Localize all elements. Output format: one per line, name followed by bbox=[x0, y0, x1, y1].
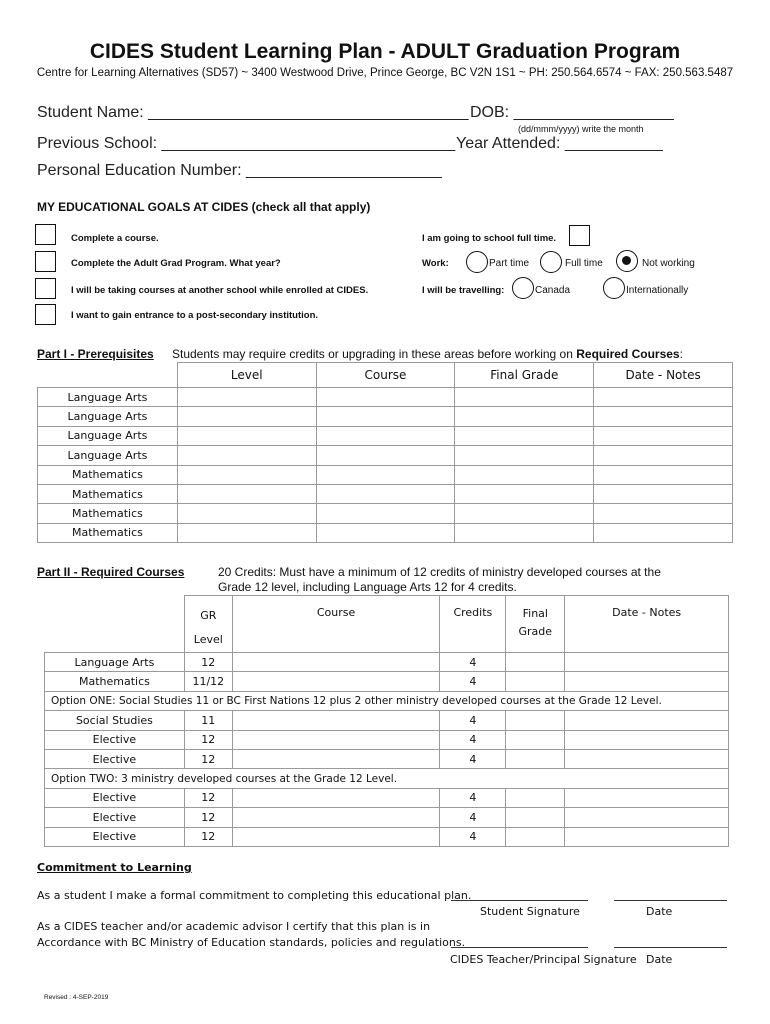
table-row: Elective 12 4 bbox=[45, 808, 729, 827]
table-row bbox=[38, 484, 733, 503]
travel-option-label: Canada bbox=[535, 285, 571, 296]
table-header-row bbox=[38, 363, 733, 388]
work-option-label: Not working bbox=[642, 258, 695, 269]
table-row: Elective 12 4 bbox=[45, 827, 729, 846]
table-row: Mathematics 11/12 4 bbox=[45, 672, 729, 691]
required-courses-table bbox=[44, 595, 729, 847]
subject-cell: Language Arts bbox=[38, 388, 178, 407]
column-header-level: Level bbox=[193, 633, 223, 646]
subject-cell: Language Arts bbox=[38, 426, 178, 445]
dob-field[interactable]: DOB: __________________ bbox=[470, 104, 674, 121]
subject-cell: Mathematics bbox=[38, 484, 178, 503]
option-two-row bbox=[45, 769, 729, 788]
work-radio-not-working[interactable] bbox=[616, 250, 638, 272]
teacher-certify-line1: As a CIDES teacher and/or academic advisor I certify that this plan is in bbox=[37, 920, 431, 933]
student-name-field[interactable]: Student Name: ____________________________________ bbox=[37, 104, 469, 121]
goal-checkbox-adult-grad[interactable] bbox=[35, 251, 56, 272]
commitment-heading: Commitment to Learning bbox=[37, 861, 192, 874]
teacher-date-label: Date bbox=[646, 953, 673, 966]
teacher-date-line[interactable] bbox=[614, 947, 727, 948]
option-one-row bbox=[45, 691, 729, 710]
part1-heading: Part I - Prerequisites bbox=[37, 347, 154, 361]
page-subtitle: Centre for Learning Alternatives (SD57) ~ 3400 Westwood Drive, Prince George, BC V2N 1S1 ~ PH: 250.564.6574 ~ FAX: 250.563.5487 bbox=[36, 67, 734, 79]
goal-checkbox-another-school[interactable] bbox=[35, 278, 56, 299]
work-label: Work: bbox=[422, 258, 449, 269]
year-attended-field[interactable]: Year Attended: ___________ bbox=[456, 135, 663, 152]
goals-heading: MY EDUCATIONAL GOALS AT CIDES (check all that apply) bbox=[37, 200, 371, 214]
column-header-gr: GR bbox=[200, 609, 217, 622]
table-row: Elective 12 4 bbox=[45, 749, 729, 768]
teacher-signature-label: CIDES Teacher/Principal Signature bbox=[450, 953, 637, 966]
table-row: Language Arts 12 4 bbox=[45, 653, 729, 672]
student-date-label: Date bbox=[646, 905, 673, 918]
table-row: Elective 12 4 bbox=[45, 788, 729, 807]
table-row: Social Studies 11 4 bbox=[45, 711, 729, 730]
option-one-text: Option ONE: Social Studies 11 or BC First Nations 12 plus 2 other ministry developed courses at the Grade 12 Level. bbox=[45, 691, 729, 710]
table-row bbox=[38, 407, 733, 426]
column-header: Date - Notes bbox=[594, 363, 733, 388]
prerequisites-table bbox=[37, 362, 733, 543]
part2-description-line1: 20 Credits: Must have a minimum of 12 credits of ministry developed courses at the bbox=[218, 565, 661, 579]
subject-cell: Language Arts bbox=[38, 446, 178, 465]
column-header: Level bbox=[177, 363, 316, 388]
full-time-checkbox[interactable] bbox=[569, 225, 590, 246]
subject-cell: Mathematics bbox=[38, 504, 178, 523]
column-header: Final Grade bbox=[455, 363, 594, 388]
goal-label: I will be taking courses at another school while enrolled at CIDES. bbox=[71, 285, 369, 296]
part2-description-line2: Grade 12 level, including Language Arts 12 for 4 credits. bbox=[218, 580, 517, 594]
column-header-course: Course bbox=[232, 596, 440, 653]
subject-cell: Mathematics bbox=[38, 523, 178, 542]
subject-cell: Language Arts bbox=[38, 407, 178, 426]
table-header-row bbox=[45, 596, 729, 653]
subject-cell: Mathematics bbox=[38, 465, 178, 484]
part2-heading: Part II - Required Courses bbox=[37, 565, 185, 579]
goal-label: Complete a course. bbox=[71, 233, 159, 244]
goal-checkbox-complete-course[interactable] bbox=[35, 224, 56, 245]
table-row bbox=[38, 523, 733, 542]
student-commitment-text: As a student I make a formal commitment to completing this educational plan. bbox=[37, 889, 472, 902]
option-two-text: Option TWO: 3 ministry developed courses at the Grade 12 Level. bbox=[45, 769, 729, 788]
work-option-label: Full time bbox=[565, 258, 603, 269]
goal-label: Complete the Adult Grad Program. What year? bbox=[71, 258, 281, 269]
goal-label: I want to gain entrance to a post-secondary institution. bbox=[71, 310, 319, 321]
table-row bbox=[38, 426, 733, 445]
column-header-date-notes: Date - Notes bbox=[565, 596, 729, 653]
full-time-label: I am going to school full time. bbox=[422, 233, 557, 244]
teacher-signature-line[interactable] bbox=[451, 947, 588, 948]
table-row bbox=[38, 446, 733, 465]
previous-school-field[interactable]: Previous School: _________________________________ bbox=[37, 135, 456, 152]
column-header-grade: Grade bbox=[518, 625, 553, 638]
student-signature-line[interactable] bbox=[451, 900, 588, 901]
travel-radio-internationally[interactable] bbox=[603, 277, 625, 299]
column-header-final: Final bbox=[522, 607, 548, 620]
work-radio-part-time[interactable] bbox=[466, 251, 488, 273]
student-signature-label: Student Signature bbox=[480, 905, 580, 918]
dob-hint: (dd/mmm/yyyy) write the month bbox=[518, 124, 644, 134]
travel-label: I will be travelling: bbox=[422, 285, 505, 296]
pen-field[interactable]: Personal Education Number: ______________________ bbox=[37, 162, 442, 179]
travel-option-label: Internationally bbox=[626, 285, 689, 296]
column-header: Course bbox=[316, 363, 455, 388]
goal-checkbox-post-secondary[interactable] bbox=[35, 304, 56, 325]
revised-date: Revised : 4-SEP-2019 bbox=[44, 994, 109, 1001]
teacher-certify-line2: Accordance with BC Ministry of Education standards, policies and regulations. bbox=[37, 936, 466, 949]
table-row bbox=[38, 465, 733, 484]
table-row: Elective 12 4 bbox=[45, 730, 729, 749]
work-radio-full-time[interactable] bbox=[540, 251, 562, 273]
page-title: CIDES Student Learning Plan - ADULT Graduation Program bbox=[89, 40, 681, 63]
part1-description: Students may require credits or upgrading in these areas before working on Required Courses: bbox=[172, 347, 683, 361]
table-row bbox=[38, 388, 733, 407]
student-date-line[interactable] bbox=[614, 900, 727, 901]
work-option-label: Part time bbox=[489, 258, 530, 269]
column-header-credits: Credits bbox=[440, 596, 506, 653]
table-row bbox=[38, 504, 733, 523]
travel-radio-canada[interactable] bbox=[512, 277, 534, 299]
